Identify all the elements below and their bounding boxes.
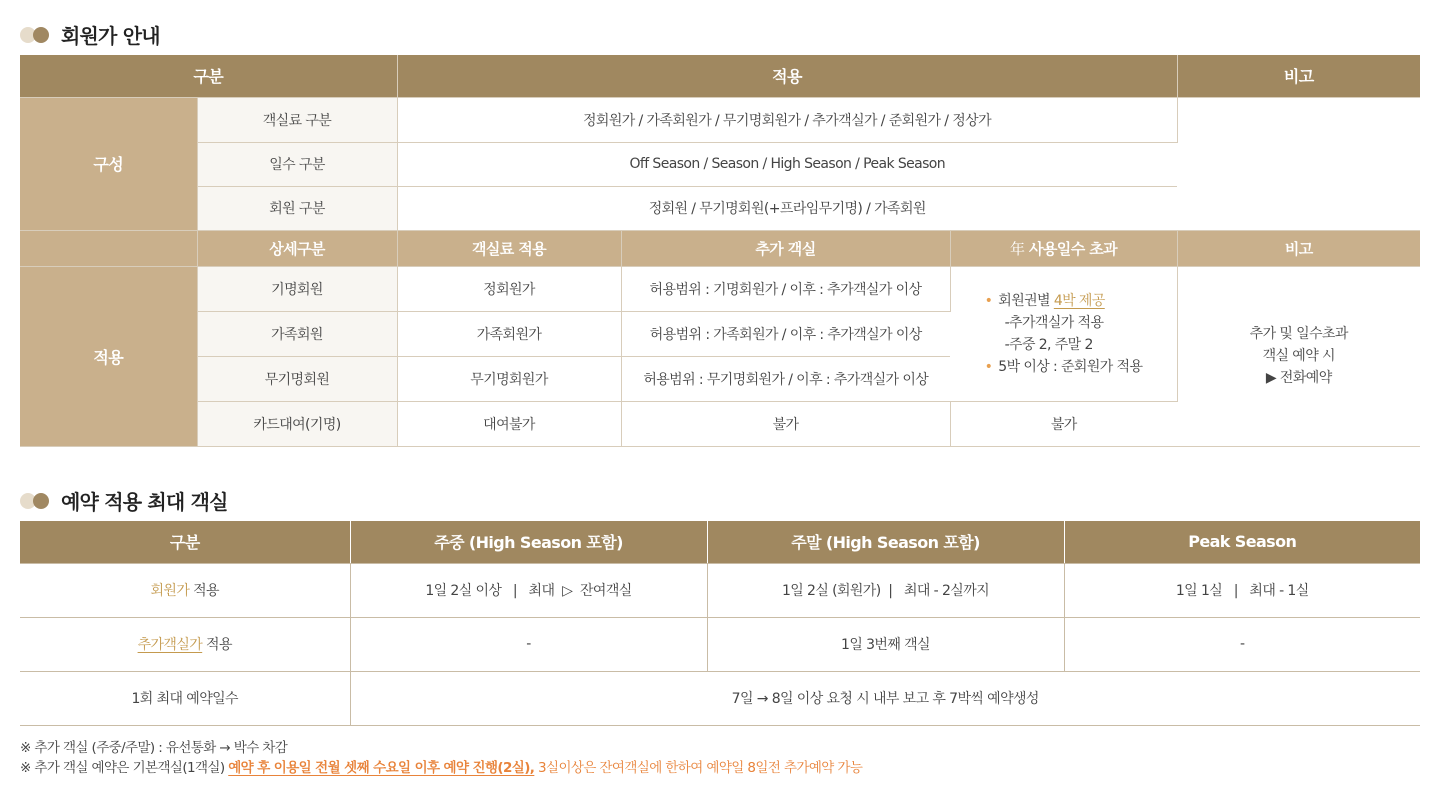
rate-applied: 무기명회원가 [397,356,621,401]
header-remarks: 비고 [1177,55,1420,97]
subheader-detail: 상세구분 [197,230,397,266]
table-row [20,97,1420,142]
label-highlight: 추가객실가 [137,637,203,653]
application-label: 적용 [20,266,197,446]
weekday-value: 1일 2실 이상 | 최대 ▷ 잔여객실 [350,563,707,617]
table-header-row [20,521,1420,563]
excess-line3: -주중 2, 주말 2 [1004,336,1093,353]
peak-value: 1일 1실 | 최대 - 1실 [1064,563,1420,617]
section-title-max-rooms [20,486,228,515]
extra-room: 허용범위 : 기명회원가 / 이후 : 추가객실가 이상 [621,266,950,311]
member-type: 가족회원 [197,311,397,356]
section-heading: 회원가 안내 [61,24,160,48]
label-rest: 적용 [202,637,232,653]
label-highlight: 회원가 [150,583,190,599]
excess-days-info [950,266,1177,401]
row-value: Off Season / Season / High Season / Peak Season [397,142,1177,186]
remarks-line1: 추가 및 일수초과 [1249,326,1348,342]
bullet-dots-icon [20,493,50,509]
header-weekend: 주말 (High Season 포함) [707,521,1064,563]
remarks-empty [1177,97,1420,230]
excess-highlight: 4박 제공 [1053,292,1105,309]
section-title-member-rates [20,20,160,49]
table-row [20,671,1420,725]
peak-value: - [1064,617,1420,671]
note-line2-suffix: 3실이상은 잔여객실에 한하여 예약일 8일전 추가예약 가능 [534,760,863,776]
member-type: 카드대여(기명) [197,401,397,446]
max-days-value: 7일 → 8일 이상 요청 시 내부 보고 후 7박씩 예약생성 [350,671,1420,725]
member-type: 기명회원 [197,266,397,311]
table-subheader-row [20,230,1420,266]
row-value: 정회원 / 무기명회원(+프라임무기명) / 가족회원 [397,186,1177,230]
extra-room: 허용범위 : 가족회원가 / 이후 : 추가객실가 이상 [621,311,950,356]
note-line2-highlight: 예약 후 이용일 전월 셋째 수요일 이후 예약 진행(2실), [228,760,535,776]
bullet-icon: • [984,292,993,309]
header-peak: Peak Season [1064,521,1420,563]
header-weekday: 주중 (High Season 포함) [350,521,707,563]
extra-room: 불가 [621,401,950,446]
weekend-value: 1일 2실 (회원가) | 최대 - 2실까지 [707,563,1064,617]
row-label [20,563,350,617]
weekend-value: 1일 3번째 객실 [707,617,1064,671]
label-rest: 적용 [189,583,219,599]
table-row [20,617,1420,671]
rate-applied: 가족회원가 [397,311,621,356]
excess-line4: 5박 이상 : 준회원가 적용 [998,358,1143,375]
subheader-remarks: 비고 [1177,230,1420,266]
composition-label: 구성 [20,97,197,230]
extra-room: 허용범위 : 무기명회원가 / 이후 : 추가객실가 이상 [621,356,950,401]
excess-line1: 회원권별 [998,292,1054,309]
rate-applied: 정회원가 [397,266,621,311]
subheader-excess-label: 사용일수 초과 [1029,239,1117,258]
excess-line2: -추가객실가 적용 [1004,314,1104,331]
table-row [20,266,1420,311]
weekday-value: - [350,617,707,671]
table-row [20,563,1420,617]
footnotes [20,738,862,778]
rate-applied: 대여불가 [397,401,621,446]
subheader-extra: 추가 객실 [621,230,950,266]
note-line2-prefix: ※ 추가 객실 예약은 기본객실(1객실) [20,760,229,776]
table-header-row [20,55,1420,97]
row-label: 일수 구분 [197,142,397,186]
member-rate-table [20,55,1420,447]
subheader-rate: 객실료 적용 [397,230,621,266]
remarks-line3: ▶ 전화예약 [1265,370,1332,386]
section-heading: 예약 적용 최대 객실 [61,490,228,514]
header-category: 구분 [20,55,397,97]
bullet-icon: • [984,358,993,375]
row-label [20,617,350,671]
subheader-empty [20,230,197,266]
note-line1: ※ 추가 객실 (주중/주말) : 유선통화 → 박수 차감 [20,740,288,756]
member-type: 무기명회원 [197,356,397,401]
remarks-info [1177,266,1420,446]
header-category: 구분 [20,521,350,563]
year-icon: 年 [1010,239,1025,258]
remarks-line2: 객실 예약 시 [1262,348,1335,364]
bullet-dots-icon [20,27,50,43]
header-apply: 적용 [397,55,1177,97]
row-label: 1회 최대 예약일수 [20,671,350,725]
row-label: 회원 구분 [197,186,397,230]
subheader-excess [950,230,1177,266]
note-line2 [20,758,862,778]
row-label: 객실료 구분 [197,97,397,142]
row-value: 정회원가 / 가족회원가 / 무기명회원가 / 추가객실가 / 준회원가 / 정상가 [397,97,1177,142]
excess-days: 불가 [950,401,1177,446]
max-rooms-table [20,521,1420,726]
